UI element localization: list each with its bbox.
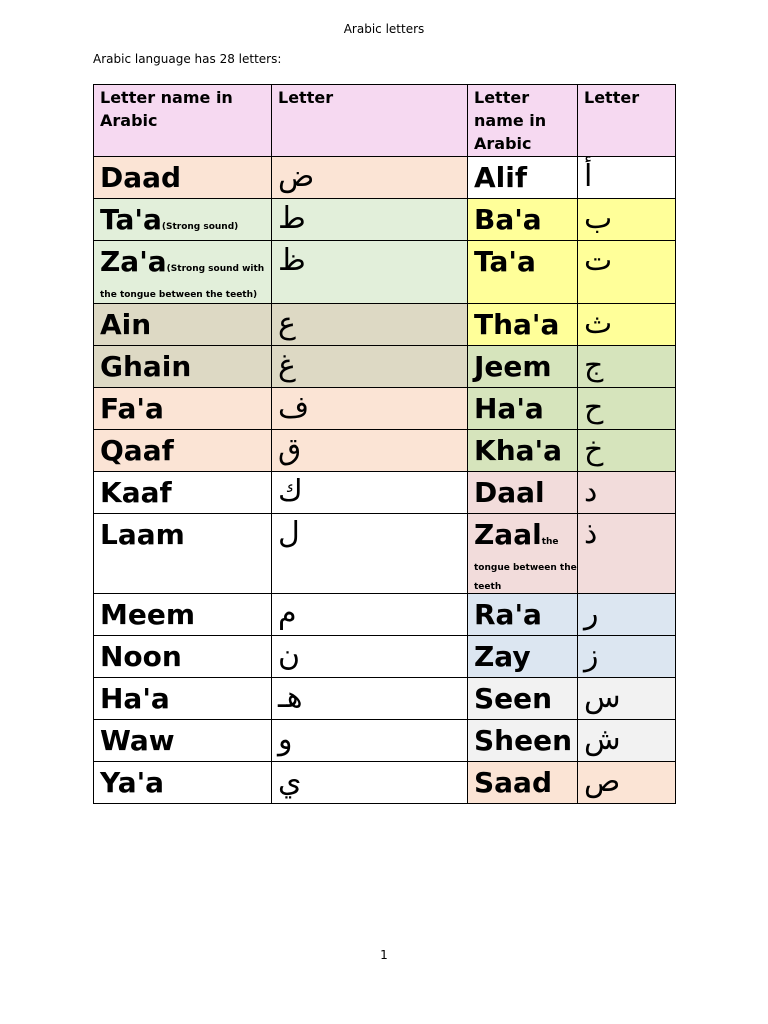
left-letter-name-cell <box>94 241 272 304</box>
right-arabic-letter-cell <box>578 472 676 514</box>
right-arabic-letter-cell <box>578 430 676 472</box>
letter-name: Ha'a <box>474 392 544 425</box>
table-row <box>94 346 676 388</box>
right-letter-name-cell <box>468 346 578 388</box>
table-row <box>94 430 676 472</box>
left-arabic-letter-cell <box>272 199 468 241</box>
left-letter-name-cell <box>94 636 272 678</box>
letter-name: Meem <box>100 598 196 631</box>
pronunciation-note: (Strong sound with the tongue between the teeth) <box>100 264 265 300</box>
arabic-letter: ص <box>584 764 621 799</box>
arabic-letter: ي <box>278 764 302 799</box>
right-arabic-letter-cell <box>578 762 676 804</box>
arabic-letter: ف <box>278 390 310 425</box>
letter-name: Fa'a <box>100 392 164 425</box>
letter-name: Qaaf <box>100 434 174 467</box>
left-arabic-letter-cell <box>272 241 468 304</box>
header-cell: Letter <box>578 85 676 157</box>
arabic-letter: ل <box>278 516 300 551</box>
document-title: Arabic letters <box>343 22 425 36</box>
header-cell: Letter <box>272 85 468 157</box>
letter-name: Kha'a <box>474 434 562 467</box>
letter-name: Ghain <box>100 350 192 383</box>
table-row <box>94 388 676 430</box>
arabic-letter: ظ <box>278 243 306 278</box>
right-letter-name-cell <box>468 636 578 678</box>
right-letter-name-cell <box>468 678 578 720</box>
letter-name: Zaal <box>474 518 542 551</box>
left-letter-name-cell <box>94 346 272 388</box>
left-arabic-letter-cell <box>272 472 468 514</box>
letter-name: Sheen <box>474 724 573 757</box>
arabic-letter: ث <box>584 306 613 341</box>
right-letter-name-cell <box>468 157 578 199</box>
table-row <box>94 636 676 678</box>
right-letter-name-cell <box>468 472 578 514</box>
letter-name: Tha'a <box>474 308 560 341</box>
left-letter-name-cell <box>94 430 272 472</box>
table-row <box>94 157 676 199</box>
arabic-letter: ت <box>584 243 613 278</box>
arabic-letter: غ <box>278 348 296 383</box>
letter-name: Ain <box>100 308 152 341</box>
letter-name: Seen <box>474 682 553 715</box>
table-row <box>94 678 676 720</box>
arabic-letter: ك <box>278 474 303 509</box>
letter-name: Saad <box>474 766 552 799</box>
right-arabic-letter-cell <box>578 594 676 636</box>
right-letter-name-cell <box>468 241 578 304</box>
header-cell: Letter name in Arabic <box>468 85 578 157</box>
arabic-letter: ط <box>278 201 306 236</box>
left-arabic-letter-cell <box>272 678 468 720</box>
intro-text: Arabic language has 28 letters: <box>93 52 282 66</box>
left-arabic-letter-cell <box>272 720 468 762</box>
pronunciation-note: the tongue between the teeth <box>474 537 577 592</box>
letter-name: Ra'a <box>474 598 542 631</box>
letter-name: Ta'a <box>474 245 536 278</box>
arabic-letter: ر <box>584 596 599 631</box>
left-letter-name-cell <box>94 157 272 199</box>
table-row <box>94 304 676 346</box>
right-letter-name-cell <box>468 594 578 636</box>
table-row <box>94 762 676 804</box>
table-row <box>94 241 676 304</box>
arabic-letter: هـ <box>278 680 303 715</box>
left-letter-name-cell <box>94 594 272 636</box>
letter-name: Daad <box>100 161 182 194</box>
letter-name: Jeem <box>474 350 552 383</box>
right-arabic-letter-cell <box>578 678 676 720</box>
right-letter-name-cell <box>468 514 578 594</box>
letter-name: Ta'a <box>100 203 162 236</box>
left-letter-name-cell <box>94 388 272 430</box>
arabic-letter: أ <box>584 159 593 194</box>
letter-name: Waw <box>100 724 175 757</box>
arabic-letter: خ <box>584 432 604 467</box>
arabic-letter: م <box>278 596 297 631</box>
left-arabic-letter-cell <box>272 430 468 472</box>
arabic-letter: ب <box>584 201 613 236</box>
right-arabic-letter-cell <box>578 346 676 388</box>
table-row <box>94 472 676 514</box>
arabic-letter: ذ <box>584 516 598 551</box>
left-letter-name-cell <box>94 720 272 762</box>
letter-name: Alif <box>474 161 528 194</box>
header-cell: Letter name in Arabic <box>94 85 272 157</box>
table-row <box>94 514 676 594</box>
arabic-letter: ج <box>584 348 604 383</box>
letter-name: Zay <box>474 640 531 673</box>
arabic-letter: س <box>584 680 621 715</box>
arabic-letter: ن <box>278 638 301 673</box>
letter-name: Ba'a <box>474 203 542 236</box>
right-letter-name-cell <box>468 304 578 346</box>
left-letter-name-cell <box>94 762 272 804</box>
letter-name: Za'a <box>100 245 167 278</box>
arabic-letter: ض <box>278 159 315 194</box>
left-arabic-letter-cell <box>272 514 468 594</box>
letter-name: Kaaf <box>100 476 172 509</box>
right-arabic-letter-cell <box>578 636 676 678</box>
table-row <box>94 720 676 762</box>
right-letter-name-cell <box>468 388 578 430</box>
table-row <box>94 199 676 241</box>
right-arabic-letter-cell <box>578 720 676 762</box>
left-arabic-letter-cell <box>272 157 468 199</box>
arabic-letter: ق <box>278 432 302 467</box>
letter-name: Noon <box>100 640 182 673</box>
left-letter-name-cell <box>94 678 272 720</box>
right-letter-name-cell <box>468 199 578 241</box>
letter-name: Laam <box>100 518 185 551</box>
right-arabic-letter-cell <box>578 157 676 199</box>
left-arabic-letter-cell <box>272 346 468 388</box>
letter-name: Ha'a <box>100 682 170 715</box>
table-row <box>94 594 676 636</box>
arabic-letter: ح <box>584 390 604 425</box>
left-letter-name-cell <box>94 472 272 514</box>
letter-name: Ya'a <box>100 766 165 799</box>
arabic-letter: ز <box>584 638 599 673</box>
right-arabic-letter-cell <box>578 241 676 304</box>
right-arabic-letter-cell <box>578 199 676 241</box>
left-arabic-letter-cell <box>272 636 468 678</box>
right-arabic-letter-cell <box>578 304 676 346</box>
page-number: 1 <box>380 948 388 962</box>
arabic-letter: ع <box>278 306 296 341</box>
left-letter-name-cell <box>94 199 272 241</box>
left-arabic-letter-cell <box>272 594 468 636</box>
left-letter-name-cell <box>94 514 272 594</box>
right-letter-name-cell <box>468 430 578 472</box>
right-letter-name-cell <box>468 720 578 762</box>
left-arabic-letter-cell <box>272 388 468 430</box>
pronunciation-note: (Strong sound) <box>161 222 239 232</box>
letter-name: Daal <box>474 476 545 509</box>
arabic-letters-table <box>93 84 676 804</box>
right-letter-name-cell <box>468 762 578 804</box>
left-arabic-letter-cell <box>272 762 468 804</box>
left-arabic-letter-cell <box>272 304 468 346</box>
arabic-letter: د <box>584 474 598 509</box>
table-header-row <box>94 85 676 157</box>
arabic-letter: ش <box>584 722 621 757</box>
arabic-letter: و <box>278 722 293 757</box>
left-letter-name-cell <box>94 304 272 346</box>
right-arabic-letter-cell <box>578 514 676 594</box>
right-arabic-letter-cell <box>578 388 676 430</box>
